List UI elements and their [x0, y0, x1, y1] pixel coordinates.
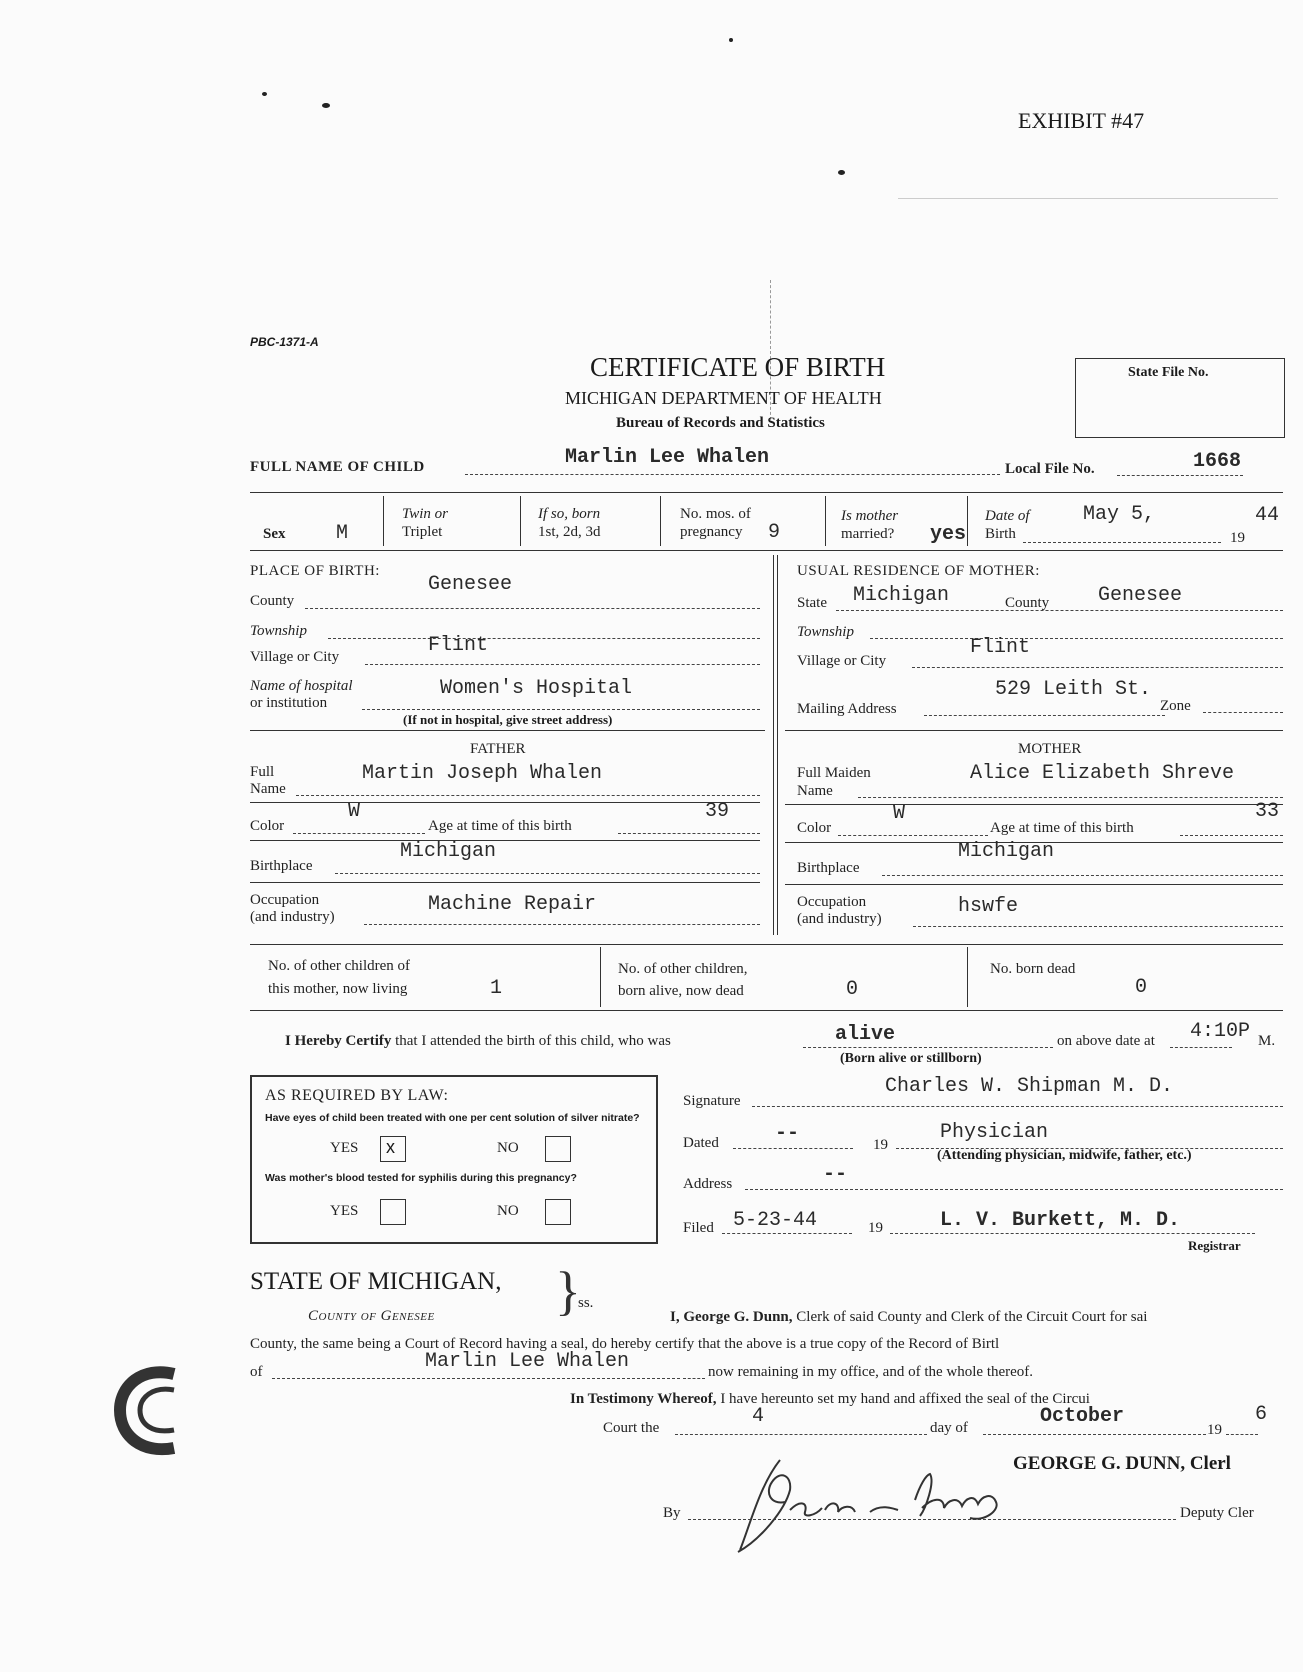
mother-age: 33	[1255, 800, 1280, 823]
line	[364, 924, 760, 925]
line	[745, 1189, 1283, 1190]
local-file-number: 1668	[1193, 450, 1242, 473]
children-dead: 0	[846, 978, 859, 1001]
certify-bold: I Hereby Certify	[285, 1033, 392, 1049]
born-order-sub: 1st, 2d, 3d	[538, 524, 601, 540]
mailing-address: 529 Leith St.	[995, 678, 1152, 701]
testimony-text: I have hereunto set my hand and affixed the seal of the Circui	[720, 1391, 1090, 1407]
mother-color: W	[893, 802, 906, 825]
dead-sub: born alive, now dead	[618, 983, 744, 999]
line	[362, 709, 760, 710]
mailing-label: Mailing Address	[797, 701, 897, 717]
certified-name: Marlin Lee Whalen	[425, 1350, 630, 1373]
line	[838, 835, 988, 836]
year-value: 6	[1255, 1403, 1268, 1426]
rule	[250, 730, 765, 731]
line	[733, 1148, 853, 1149]
dated-label: Dated	[683, 1135, 719, 1151]
col-divider	[825, 496, 826, 546]
line	[305, 608, 760, 609]
deputy-clerk-signature	[730, 1430, 1060, 1560]
mother-full-name: Alice Elizabeth Shreve	[970, 762, 1235, 785]
line	[858, 797, 1283, 798]
line	[1203, 712, 1283, 713]
exhibit-rule	[898, 198, 1278, 199]
dob-line	[1023, 542, 1221, 543]
rule	[250, 802, 760, 803]
exhibit-label: EXHIBIT #47	[1018, 108, 1145, 133]
rule	[250, 1010, 1283, 1011]
place-of-birth-header: PLACE OF BIRTH:	[250, 563, 380, 579]
rule	[250, 550, 1283, 551]
line	[890, 1233, 1255, 1234]
line	[803, 1047, 1053, 1048]
physician-signature: Charles W. Shipman M. D.	[885, 1075, 1174, 1098]
dob-value: May 5,	[1083, 503, 1156, 526]
certify-statement	[285, 1033, 671, 1050]
living-label: No. of other children of	[268, 958, 411, 974]
birth-time-suffix: M.	[1258, 1033, 1276, 1049]
line	[296, 795, 760, 796]
certificate-title: CERTIFICATE OF BIRTH	[590, 352, 886, 382]
father-header: FATHER	[470, 741, 526, 757]
line	[722, 1233, 852, 1234]
living-sub: this mother, now living	[268, 981, 408, 997]
mother-name-label: Full Maiden	[797, 765, 871, 781]
sex-value: M	[336, 522, 349, 545]
line	[1226, 1434, 1258, 1435]
dob-label: Date of	[985, 508, 1030, 524]
center-divider	[777, 555, 778, 935]
line	[870, 638, 1283, 639]
married-sub: married?	[841, 526, 895, 542]
nitrate-yes-label: YES	[330, 1140, 359, 1156]
law-question-syphilis: Was mother's blood tested for syphilis during this pregnancy?	[265, 1172, 577, 1184]
of-label: of	[250, 1364, 263, 1380]
col-divider	[383, 496, 384, 546]
father-birthplace-label: Birthplace	[250, 858, 313, 874]
pregnancy-months: 9	[768, 521, 781, 544]
pob-county-label: County	[250, 593, 295, 609]
hospital-name: Women's Hospital	[440, 677, 633, 700]
dead-label: No. of other children,	[618, 961, 748, 977]
line	[1170, 1047, 1232, 1048]
center-divider	[773, 555, 774, 935]
speck	[729, 38, 733, 42]
deputy-clerk-label: Deputy Cler	[1180, 1505, 1254, 1521]
father-name-label: Full	[250, 764, 275, 780]
rule	[250, 944, 1283, 945]
address-label: Address	[683, 1176, 733, 1192]
res-county: Genesee	[1098, 584, 1183, 607]
speck	[838, 170, 845, 175]
address-value: --	[823, 1163, 848, 1186]
res-city-label: Village or City	[797, 653, 887, 669]
rule	[785, 884, 1283, 885]
mother-header: MOTHER	[1018, 741, 1082, 757]
court-label: Court the	[603, 1420, 660, 1436]
line	[752, 1106, 1283, 1107]
county-heading: County of Genesee	[308, 1308, 435, 1324]
dob-century: 19	[1230, 530, 1245, 546]
filed-century: 19	[868, 1220, 883, 1236]
filed-label: Filed	[683, 1220, 714, 1236]
rule	[250, 840, 760, 841]
ss-label: ss.	[578, 1295, 594, 1311]
line	[272, 1378, 680, 1379]
zone-label: Zone	[1160, 698, 1191, 714]
certification-line: County, the same being a Court of Record having a seal, do hereby certify that the above is a true copy of the Record of Birtl	[250, 1336, 1000, 1352]
line	[365, 664, 760, 665]
mother-birthplace-label: Birthplace	[797, 860, 860, 876]
nitrate-no-label: NO	[497, 1140, 519, 1156]
mother-color-label: Color	[797, 820, 832, 836]
filed-date: 5-23-44	[733, 1209, 818, 1232]
testimony-statement	[570, 1391, 1090, 1408]
nitrate-no-checkbox[interactable]	[545, 1136, 571, 1162]
rule	[250, 492, 1283, 493]
rule	[785, 730, 1283, 731]
res-city: Flint	[970, 636, 1031, 659]
father-occupation-label: Occupation	[250, 892, 320, 908]
rule	[250, 882, 760, 883]
line	[683, 1378, 705, 1379]
residence-header: USUAL RESIDENCE OF MOTHER:	[797, 563, 1040, 579]
married-label: Is mother	[841, 508, 899, 524]
father-name-sub: Name	[250, 781, 286, 797]
dated-value: --	[775, 1122, 800, 1145]
stillborn-count: 0	[1135, 976, 1148, 999]
attendant-note: (Attending physician, midwife, father, etc.)	[937, 1148, 1192, 1163]
father-age-label: Age at time of this birth	[428, 818, 572, 834]
full-name-label: FULL NAME OF CHILD	[250, 459, 425, 475]
form-code: PBC-1371-A	[250, 335, 319, 349]
res-state: Michigan	[853, 584, 950, 607]
year-century: 19	[1207, 1422, 1222, 1438]
court-day: 4	[752, 1405, 765, 1428]
local-file-label: Local File No.	[1005, 461, 1095, 477]
pregnancy-sub: pregnancy	[680, 524, 743, 540]
col-divider	[967, 947, 968, 1007]
line	[912, 667, 1283, 668]
clerk-title: GEORGE G. DUNN, Clerl	[1013, 1453, 1231, 1474]
state-heading: STATE OF MICHIGAN,	[250, 1268, 502, 1295]
mother-name-sub: Name	[797, 783, 833, 799]
birth-status: alive	[835, 1023, 896, 1046]
law-question-nitrate: Have eyes of child been treated with one per cent solution of silver nitrate?	[265, 1112, 640, 1124]
signature-label: Signature	[683, 1093, 741, 1109]
res-county-label: County	[1005, 595, 1050, 611]
child-full-name: Marlin Lee Whalen	[565, 446, 770, 469]
dob-year: 44	[1255, 504, 1280, 527]
syphilis-no-label: NO	[497, 1203, 519, 1219]
line	[882, 875, 1283, 876]
hospital-sub: or institution	[250, 695, 328, 711]
mother-married: yes	[930, 523, 967, 546]
mother-birthplace: Michigan	[958, 840, 1055, 863]
res-state-label: State	[797, 595, 827, 611]
children-living: 1	[490, 977, 503, 1000]
clerk-name-bold: I, George G. Dunn,	[670, 1309, 793, 1325]
col-divider	[600, 947, 601, 1007]
by-label: By	[663, 1505, 681, 1521]
pob-county: Genesee	[428, 573, 513, 596]
pob-city: Flint	[428, 634, 489, 657]
seal-fragment	[112, 1360, 192, 1460]
col-divider	[660, 496, 661, 546]
birth-status-note: (Born alive or stillborn)	[840, 1051, 982, 1066]
certify-date-text: on above date at	[1057, 1033, 1155, 1049]
dated-century: 19	[873, 1137, 888, 1153]
pob-township-label: Township	[250, 623, 307, 639]
department-name: MICHIGAN DEPARTMENT OF HEALTH	[565, 388, 882, 408]
mother-industry-label: (and industry)	[797, 911, 882, 927]
state-file-label: State File No.	[1128, 365, 1209, 380]
father-full-name: Martin Joseph Whalen	[362, 762, 603, 785]
line	[293, 833, 425, 834]
father-occupation: Machine Repair	[428, 893, 597, 916]
remaining-text: now remaining in my office, and of the whole thereof.	[708, 1364, 1034, 1380]
born-order-label: If so, born	[538, 506, 601, 522]
col-divider	[520, 496, 521, 546]
clerk-statement	[670, 1309, 1147, 1326]
hospital-note: (If not in hospital, give street address)	[403, 712, 613, 727]
father-birthplace: Michigan	[400, 840, 497, 863]
pob-city-label: Village or City	[250, 649, 340, 665]
speck	[322, 103, 330, 108]
registrar-label: Registrar	[1188, 1238, 1241, 1253]
line	[913, 926, 1283, 927]
speck	[262, 92, 267, 96]
syphilis-yes-checkbox[interactable]	[380, 1199, 406, 1225]
triplet-label: Triplet	[402, 524, 443, 540]
month-value: October	[1040, 1405, 1125, 1428]
birth-time: 4:10P	[1190, 1020, 1251, 1043]
pregnancy-label: No. mos. of	[680, 506, 751, 522]
line	[335, 873, 760, 874]
father-color: W	[348, 800, 361, 823]
clerk-text: Clerk of said County and Clerk of the Circuit Court for sai	[796, 1309, 1148, 1325]
checkmark: x	[386, 1137, 395, 1157]
mother-occupation-label: Occupation	[797, 894, 867, 910]
mother-occupation: hswfe	[958, 895, 1019, 918]
father-industry-label: (and industry)	[250, 909, 335, 925]
day-of-label: day of	[930, 1420, 968, 1436]
father-age: 39	[705, 800, 730, 823]
syphilis-yes-label: YES	[330, 1203, 359, 1219]
twin-label: Twin or	[402, 506, 448, 522]
testimony-bold: In Testimony Whereof,	[570, 1391, 717, 1407]
dob-sub: Birth	[985, 526, 1016, 542]
sex-label: Sex	[263, 526, 286, 542]
line	[328, 638, 760, 639]
law-header: AS REQUIRED BY LAW:	[265, 1087, 449, 1104]
syphilis-no-checkbox[interactable]	[545, 1199, 571, 1225]
nitrate-yes-checkbox[interactable]	[380, 1136, 406, 1162]
local-file-line	[1117, 475, 1243, 476]
father-color-label: Color	[250, 818, 285, 834]
registrar-name: L. V. Burkett, M. D.	[940, 1209, 1181, 1232]
line	[836, 610, 1283, 611]
mother-age-label: Age at time of this birth	[990, 820, 1134, 836]
brace: }	[555, 1261, 581, 1321]
hospital-label: Name of hospital	[250, 678, 353, 694]
line	[618, 833, 760, 834]
certify-text: that I attended the birth of this child, who was	[395, 1033, 671, 1049]
stillborn-label: No. born dead	[990, 961, 1076, 977]
col-divider	[967, 496, 968, 546]
bureau-name: Bureau of Records and Statistics	[616, 415, 825, 431]
line	[1180, 835, 1283, 836]
attendant-title: Physician	[940, 1121, 1049, 1144]
rule	[785, 804, 1283, 805]
res-township-label: Township	[797, 624, 854, 640]
full-name-line	[465, 474, 1000, 475]
line	[924, 715, 1165, 716]
